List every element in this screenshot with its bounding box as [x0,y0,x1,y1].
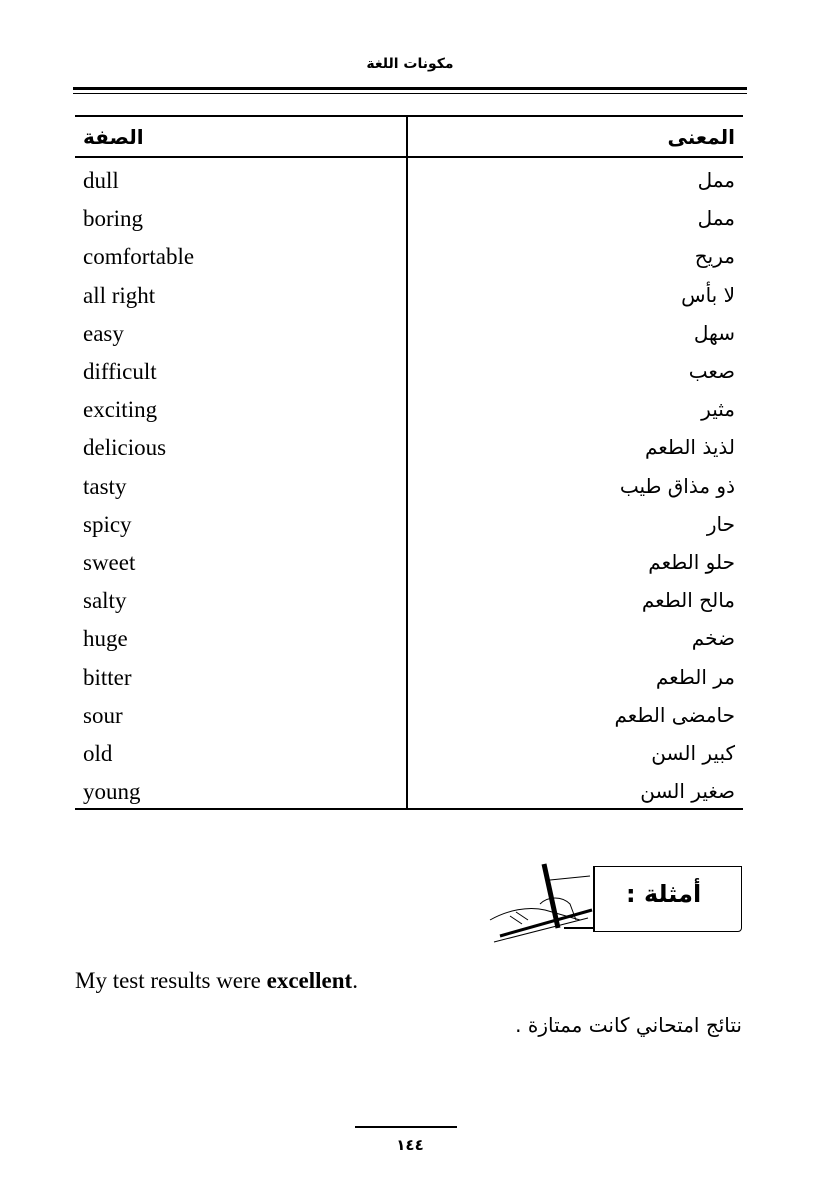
page-header-title: مكونات اللغة [366,56,454,72]
table-row [75,432,743,470]
table-row [75,509,743,547]
table-row [75,700,743,738]
table-row [75,585,743,623]
adjective-meaning-arabic: لا بأس [681,282,735,307]
adjective-english: dull [83,168,119,193]
adjective-meaning-arabic: مر الطعم [655,664,735,689]
example-sentence-end: . [352,968,358,993]
table-row [75,356,743,394]
adjective-english: difficult [83,359,157,384]
adjective-meaning-arabic: ذو مذاق طيب [619,473,735,498]
adjective-meaning-arabic: حامضى الطعم [614,702,735,727]
table-row [75,547,743,585]
table-row [75,738,743,776]
adjective-english: exciting [83,397,158,423]
adjective-meaning-arabic: ممل [697,206,735,231]
adjective-meaning-arabic: حلو الطعم [648,550,735,574]
vocabulary-table [75,115,743,812]
adjective-english: sour [83,702,123,728]
table-row [75,280,743,318]
header-rule-thin [73,93,747,94]
table-row [75,471,743,509]
examples-heading: أمثلة : [626,880,702,908]
adjective-meaning-arabic: حار [706,511,735,536]
example-sentence-part: My test results were [75,968,267,993]
adjective-english: young [83,779,141,805]
adjective-english: easy [83,320,124,346]
adjective-english: spicy [83,511,132,537]
adjective-meaning-arabic: صغير السن [640,779,735,804]
adjective-english: all right [83,282,156,308]
adjective-meaning-arabic: صعب [688,359,735,383]
adjective-meaning-arabic: لذيذ الطعم [644,435,735,460]
table-top-border [75,115,743,117]
table-bottom-border [75,808,743,810]
header-rule-thick [73,87,747,90]
adjective-english: old [83,741,113,766]
column-header-adjective: الصفة [83,125,144,149]
adjective-english: bitter [83,664,132,690]
column-header-meaning: المعنى [667,125,735,149]
example-sentence-arabic: نتائج امتحاني كانت ممتازة . [515,1013,742,1037]
adjective-meaning-arabic: سهل [693,320,735,345]
adjective-english: boring [83,206,144,232]
table-row [75,241,743,279]
adjective-english: huge [83,626,128,652]
adjective-meaning-arabic: ممل [697,168,735,192]
example-sentence-highlight: excellent [266,968,353,993]
footer-rule [355,1126,457,1128]
adjective-meaning-arabic: مثير [701,397,735,422]
table-row [75,318,743,356]
page-number: ١٤٤ [396,1136,424,1154]
table-row [75,662,743,700]
adjective-english: salty [83,588,127,614]
adjective-english: tasty [83,473,127,499]
table-row [75,394,743,432]
table-header-border [75,156,743,158]
adjective-meaning-arabic: مالح الطعم [641,588,735,613]
adjective-meaning-arabic: ضخم [691,626,735,651]
adjective-english: comfortable [83,244,195,270]
adjective-meaning-arabic: كبير السن [651,741,735,765]
table-row [75,623,743,661]
adjective-meaning-arabic: مريح [694,244,735,269]
adjective-english: sweet [83,550,136,575]
table-row [75,165,743,203]
example-sentence-english [75,968,358,994]
adjective-english: delicious [83,435,167,461]
table-row [75,203,743,241]
